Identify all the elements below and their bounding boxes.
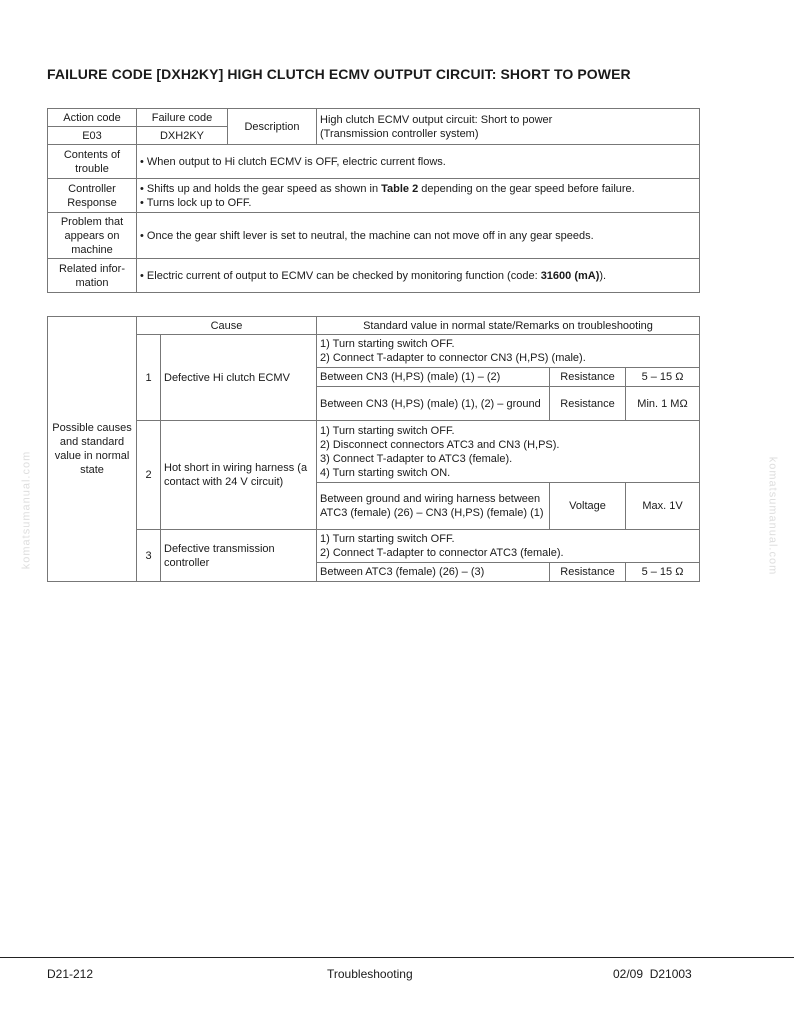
watermark-left: komatsumanual.com (20, 450, 33, 570)
standard-value: 5 – 15 Ω (626, 563, 700, 582)
cause-description: Hot short in wiring harness (a contact with 24 V circuit) (161, 421, 317, 530)
cause-header: Cause (137, 317, 317, 335)
controller-response-label: Controller Response (48, 179, 137, 213)
standard-value: Max. 1V (626, 483, 700, 530)
cause-description: Defective Hi clutch ECMV (161, 335, 317, 421)
failure-code-value: DXH2KY (137, 127, 228, 145)
procedure-steps: 1) Turn starting switch OFF. 2) Connect T-adapter to connector ATC3 (female). (317, 530, 700, 563)
possible-causes-table (47, 316, 700, 582)
procedure-steps: 1) Turn starting switch OFF. 2) Connect T-adapter to connector CN3 (H,PS) (male). (317, 335, 700, 368)
watermark-right: komatsumanual.com (766, 456, 779, 576)
footer-rule (0, 957, 794, 958)
failure-code-label: Failure code (137, 109, 228, 127)
related-info-label: Related infor-mation (48, 259, 137, 293)
measurement-point: Between CN3 (H,PS) (male) (1), (2) – ground (317, 387, 550, 421)
action-code-value: E03 (48, 127, 137, 145)
related-info-value: • Electric current of output to ECMV can be checked by monitoring function (code: 31600 (mA)). (137, 259, 700, 293)
problem-label: Problem that appears on machine (48, 213, 137, 259)
footer-section: Troubleshooting (327, 967, 413, 981)
cause-number: 1 (137, 335, 161, 421)
problem-value: • Once the gear shift lever is set to neutral, the machine can not move off in any gear speeds. (137, 213, 700, 259)
measurement-item: Resistance (550, 387, 626, 421)
failure-info-table (47, 108, 700, 293)
standard-value: Min. 1 MΩ (626, 387, 700, 421)
contents-label: Contents of trouble (48, 145, 137, 179)
contents-value: • When output to Hi clutch ECMV is OFF, electric current flows. (137, 145, 700, 179)
standard-value: 5 – 15 Ω (626, 368, 700, 387)
action-code-label: Action code (48, 109, 137, 127)
cause-number: 2 (137, 421, 161, 530)
cause-description: Defective transmission controller (161, 530, 317, 582)
footer-page-number: D21-212 (47, 967, 94, 981)
standard-value-header: Standard value in normal state/Remarks on troubleshooting (317, 317, 700, 335)
footer-doc-code: 02/09 D21003 (613, 967, 692, 981)
possible-causes-label: Possible causes and standard value in normal state (48, 317, 137, 582)
measurement-point: Between ground and wiring harness between ATC3 (female) (26) – CN3 (H,PS) (female) (1) (317, 483, 550, 530)
description-value: High clutch ECMV output circuit: Short to power (Transmission controller system) (317, 109, 700, 145)
measurement-item: Resistance (550, 368, 626, 387)
measurement-point: Between ATC3 (female) (26) – (3) (317, 563, 550, 582)
procedure-steps: 1) Turn starting switch OFF. 2) Disconnect connectors ATC3 and CN3 (H,PS). 3) Connect T-adapter to ATC3 (female). 4) Turn starting switch ON. (317, 421, 700, 483)
description-label: Description (228, 109, 317, 145)
measurement-point: Between CN3 (H,PS) (male) (1) – (2) (317, 368, 550, 387)
measurement-item: Resistance (550, 563, 626, 582)
page-title: FAILURE CODE [DXH2KY] HIGH CLUTCH ECMV OUTPUT CIRCUIT: SHORT TO POWER (47, 66, 631, 82)
measurement-item: Voltage (550, 483, 626, 530)
cause-number: 3 (137, 530, 161, 582)
controller-response-value: • Shifts up and holds the gear speed as shown in Table 2 depending on the gear speed before failure. • Turns lock up to OFF. (137, 179, 700, 213)
